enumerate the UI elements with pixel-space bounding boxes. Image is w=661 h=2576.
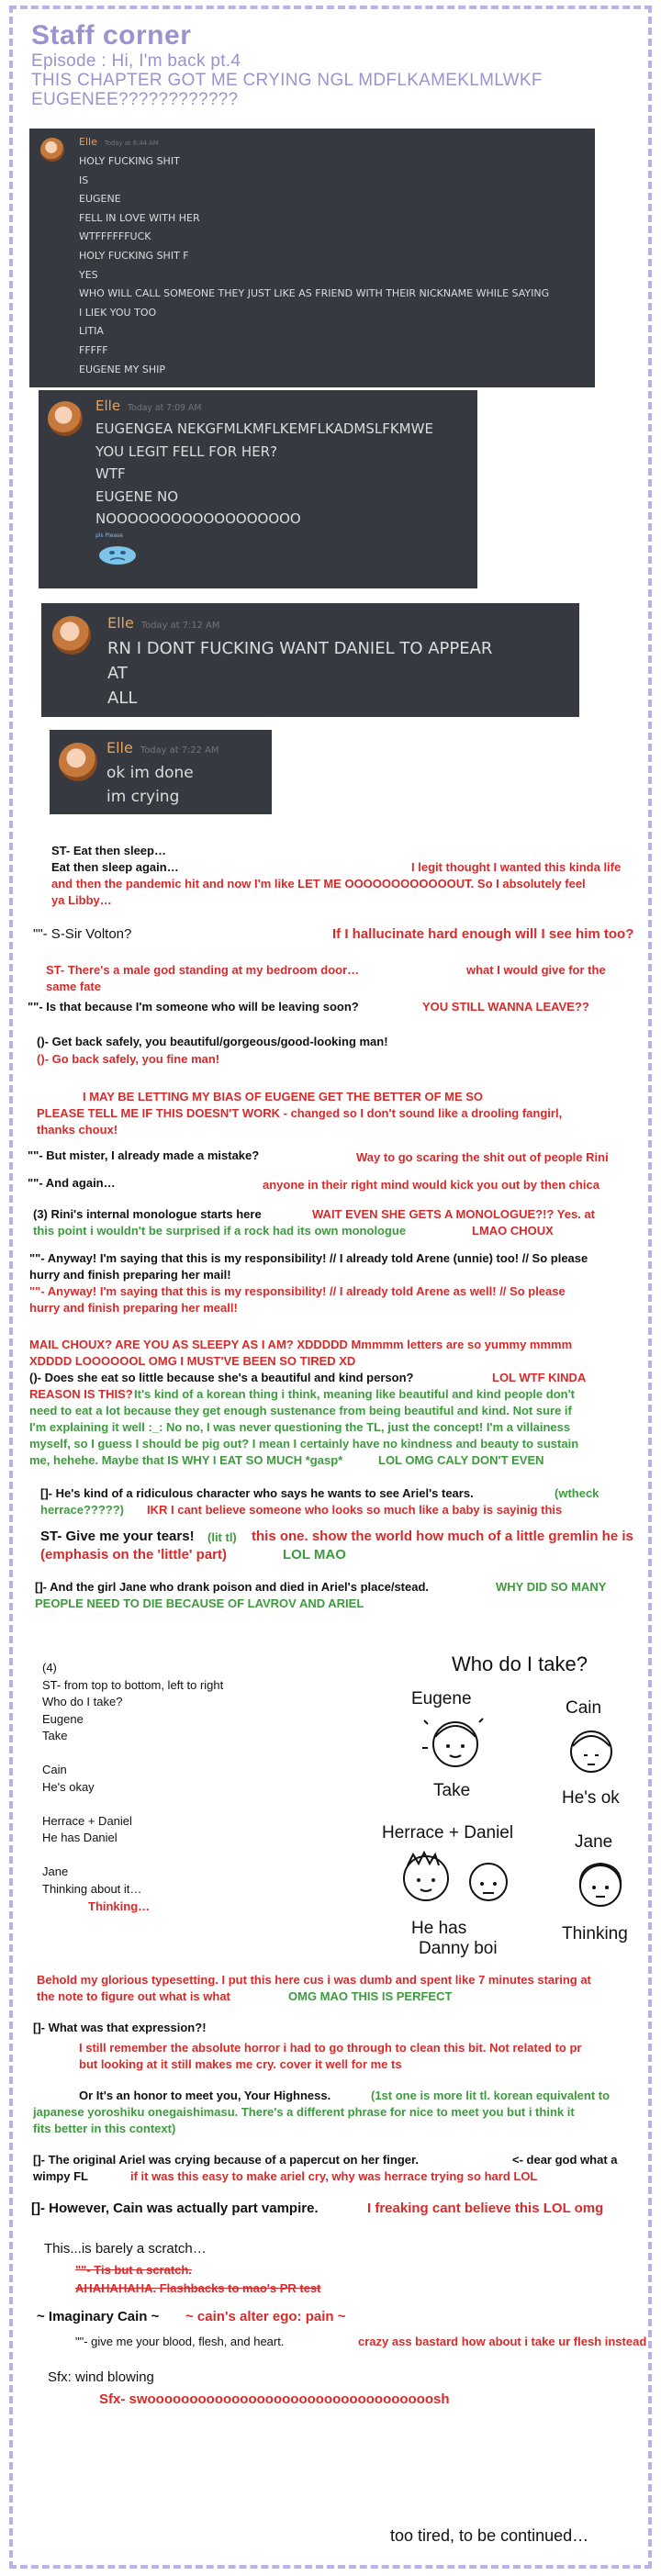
note-comment: thanks choux! [37, 1123, 118, 1137]
message-lines [79, 152, 549, 379]
note-comment: the note to figure out what is what [37, 1989, 230, 2003]
note-text: Herrace + Daniel [42, 1813, 132, 1828]
note-text: ""- But mister, I already made a mistake? [28, 1148, 260, 1162]
username: Elle Today at 6:44 AM [79, 136, 159, 148]
message-line: EUGENE NO [95, 487, 179, 505]
note-comment: MAIL CHOUX? ARE YOU AS SLEEPY AS I AM? XDDDDD Mmmmm letters are so yummy mmmm [29, 1338, 573, 1351]
username: Elle Today at 7:09 AM [95, 398, 202, 414]
sketch-title: Who do I take? [452, 1652, 588, 1675]
message-line: WHO WILL CALL SOMEONE THEY JUST LIKE AS FRIEND WITH THEIR NICKNAME WHILE SAYING [79, 287, 550, 300]
note-comment: I legit thought I wanted this kinda life [411, 860, 622, 874]
note-text: This...is barely a scratch… [44, 2241, 207, 2257]
episode-label: Episode : Hi, I'm back pt.4 [31, 51, 241, 71]
note-text: (3) Rini's internal monologue starts here [33, 1207, 262, 1221]
note-text [42, 1796, 223, 1813]
note-text: ST- from top to bottom, left to right [42, 1677, 224, 1692]
note-comment: ""- Anyway! I'm saying that this is my responsibility! // I already told Arene as well! // So please [29, 1284, 566, 1298]
note-text: ST- Give me your tears! [40, 1529, 195, 1544]
message-line: IS [79, 174, 89, 186]
page-title: Staff corner [31, 20, 192, 50]
timestamp: Today at 7:12 AM [140, 621, 220, 631]
note-text [42, 1847, 223, 1865]
note-text: Take [42, 1729, 68, 1742]
note-text: Thinking about it… [42, 1881, 142, 1896]
message-line: FFFFF [79, 343, 108, 356]
sketch-label: Eugene [411, 1689, 472, 1708]
message-line: RN I DONT FUCKING WANT DANIEL TO APPEAR [107, 639, 493, 658]
note-comment: LMAO CHOUX [472, 1224, 554, 1238]
avatar [52, 616, 91, 655]
message-line: HOLY FUCKING SHIT [79, 155, 180, 167]
note-text: ""- give me your blood, flesh, and heart. [75, 2335, 285, 2348]
note-comment: (emphasis on the 'little' part) [40, 1547, 227, 1562]
note-comment: but looking at it still makes me cry. cover it well for me ts [79, 2057, 402, 2071]
note-comment: LOL OMG CALY DON'T EVEN [378, 1453, 544, 1467]
note-comment: It's kind of a korean thing i think, meaning like beautiful and kind people don't [134, 1387, 575, 1401]
note-text: Who do I take? [42, 1695, 123, 1708]
note-text: []- And the girl Jane who drank poison and died in Ariel's place/stead. [35, 1580, 430, 1594]
message-line: EUGENE [79, 193, 121, 206]
note-comment: japanese yoroshiku onegaishimasu. There's a different phrase for nice to meet you but i think it [33, 2105, 575, 2119]
note-comment: ~ cain's alter ego: pain ~ [185, 2309, 346, 2324]
note-comment: and then the pandemic hit and now I'm like LET ME OOOOOOOOOOOOUT. So I absolutely feel [51, 877, 586, 890]
note-comment: LOL MAO [283, 1547, 346, 1562]
message-line: ALL [107, 689, 138, 708]
cain-doodle-icon [562, 1720, 621, 1779]
herrace-daniel-doodle-icon [389, 1847, 527, 1919]
note-comment: fits better in this context) [33, 2122, 176, 2135]
timestamp: Today at 7:09 AM [128, 403, 202, 413]
header-line-2: EUGENEE???????????? [31, 90, 239, 109]
footer-note: too tired, to be continued… [390, 2526, 589, 2545]
message-line: WTFFFFFFUCK [79, 230, 151, 243]
note-comment: same fate [46, 980, 101, 993]
sketch-label: He has [411, 1919, 467, 1938]
note-comment: OMG MAO THIS IS PERFECT [288, 1989, 453, 2003]
note-comment: AHAHAHAHA. Flashbacks to mao's PR test [75, 2281, 321, 2295]
message-line: AT [107, 664, 128, 683]
svg-text:pls Please: pls Please [95, 532, 123, 539]
note-comment: Sfx- swoooooooooooooooooooooooooooooooooosh [99, 2391, 450, 2407]
note-text: ""- And again… [28, 1176, 116, 1190]
note-text: <- dear god what a [512, 2153, 618, 2167]
chat-screenshot-1 [29, 129, 595, 387]
message-line: YOU LEGIT FELL FOR HER? [95, 442, 278, 460]
eugene-doodle-icon [419, 1711, 492, 1777]
note-text: He has Daniel [42, 1831, 118, 1844]
note-text: []- What was that expression?! [33, 2021, 207, 2034]
jane-doodle-icon [571, 1856, 630, 1915]
note-text: ""- Is that because I'm someone who will be leaving soon? [28, 1000, 359, 1014]
note-text: ~ Imaginary Cain ~ [37, 2309, 160, 2324]
note-text: []- He's kind of a ridiculous character who says he wants to see Ariel's tears. [40, 1486, 474, 1500]
sketch-label: Danny boi [419, 1939, 498, 1958]
message-line: HOLY FUCKING SHIT F [79, 249, 189, 262]
note-text: wimpy FL [33, 2169, 88, 2183]
message-line: NOOOOOOOOOOOOOOOOOO [95, 510, 301, 527]
note-text: Jane [42, 1865, 69, 1878]
note-comment: XDDDD LOOOOOOL OMG I MUST'VE BEEN SO TIRED XD [29, 1354, 356, 1368]
note-text: Sfx: wind blowing [48, 2369, 154, 2385]
note-comment: ST- There's a male god standing at my bedroom door… [46, 963, 360, 977]
note-comment: ya Libby… [51, 893, 112, 907]
timestamp: Today at 6:44 AM [104, 140, 159, 147]
message-line: LITIA [79, 325, 104, 338]
note-text: Or It's an honor to meet you, Your Highness. [79, 2089, 331, 2102]
note-comment: this point i wouldn't be surprised if a rock had its own monologue [33, 1224, 407, 1238]
note-comment: I MAY BE LETTING MY BIAS OF EUGENE GET THE BETTER OF ME SO [83, 1090, 484, 1103]
message-line: ok im done [106, 764, 194, 782]
username: Elle Today at 7:22 AM [106, 739, 219, 756]
note-comment: I'm explaining it well :_: No no, I was never questioning the TL, just the concept! I'm a villainess [29, 1420, 571, 1434]
note-text: (4) [42, 1661, 57, 1674]
message-line: I LIEK YOU TOO [79, 306, 157, 319]
header-line-1: THIS CHAPTER GOT ME CRYING NGL MDFLKAMEKLMLWKF [31, 71, 543, 90]
note-comment: myself, so I guess I should be pig out? I mean I certainly have no kindness and beauty to sustain [29, 1437, 579, 1450]
message-line: FELL IN LOVE WITH HER [79, 211, 200, 224]
sketch-label: He's ok [562, 1788, 620, 1808]
message-line: WTF [95, 465, 126, 482]
note-comment: this one. show the world how much of a little gremlin he is [252, 1529, 633, 1544]
translation-list [42, 1660, 223, 1898]
message-line: EUGENE MY SHIP [79, 363, 165, 375]
note-text: ""- S-Sir Volton? [33, 926, 132, 942]
note-text: Eugene [42, 1711, 84, 1726]
note-comment: ()- Go back safely, you fine man! [37, 1052, 220, 1066]
note-comment: WAIT EVEN SHE GETS A MONOLOGUE?!? Yes. at [312, 1207, 595, 1221]
crying-sticker-icon [94, 530, 143, 566]
note-comment: LOL WTF KINDA [492, 1371, 587, 1384]
note-text: ()- Does she eat so little because she's a beautiful and kind person? [29, 1371, 414, 1384]
note-comment: anyone in their right mind would kick you out by then chica [263, 1178, 599, 1192]
staff-corner-header [31, 20, 543, 109]
note-text: He's okay [42, 1779, 95, 1794]
sketch-label: Take [433, 1781, 471, 1800]
note-text: Eat then sleep again… [51, 860, 179, 874]
note-comment: me, hehehe. Maybe that IS WHY I EAT SO MUCH *gasp* [29, 1453, 343, 1467]
note-comment: what I would give for the [466, 963, 606, 977]
chat-screenshot-3 [41, 603, 579, 717]
chat-screenshot-2 [39, 390, 477, 588]
note-text: ()- Get back safely, you beautiful/gorgeous/good-looking man! [37, 1035, 388, 1048]
note-text: hurry and finish preparing her mail! [29, 1268, 231, 1282]
note-comment: IKR I cant believe someone who looks so much like a baby is sayinig this [147, 1503, 563, 1517]
note-comment: (lit tl) [207, 1530, 237, 1544]
note-comment: need to eat a lot because they get enough sustenance from being beautiful and kind. Not sure if [29, 1404, 572, 1417]
note-comment: PEOPLE NEED TO DIE BECAUSE OF LAVROV AND ARIEL [35, 1596, 364, 1610]
avatar [40, 138, 64, 162]
note-comment: (1st one is more lit tl. korean equivalent to [371, 2089, 611, 2102]
note-text [42, 1745, 223, 1763]
message-line: YES [79, 268, 98, 281]
note-comment: I still remember the absolute horror i had to go through to clean this bit. Not related to pr [79, 2041, 582, 2055]
character-sketch [382, 1652, 641, 1965]
note-text: []- However, Cain was actually part vampire. [31, 2201, 319, 2216]
sketch-label: Herrace + Daniel [382, 1823, 514, 1842]
note-comment: Way to go scaring the shit out of people Rini [356, 1150, 609, 1164]
avatar [48, 401, 83, 436]
message-line: im crying [106, 788, 180, 806]
note-comment: PLEASE TELL ME IF THIS DOESN'T WORK - changed so I don't sound like a drooling fangirl, [37, 1106, 563, 1120]
note-text: ST- Eat then sleep… [51, 844, 166, 857]
note-comment: hurry and finish preparing her meall! [29, 1301, 238, 1315]
note-text: []- The original Ariel was crying because of a papercut on her finger. [33, 2153, 419, 2167]
note-comment: Thinking… [88, 1899, 151, 1913]
note-comment: WHY DID SO MANY [496, 1580, 607, 1594]
sketch-label: Jane [575, 1832, 613, 1852]
message-lines [107, 636, 492, 711]
timestamp: Today at 7:22 AM [140, 745, 219, 756]
avatar [59, 743, 97, 781]
sketch-label: Thinking [562, 1924, 628, 1943]
note-comment: (wtheck [555, 1486, 599, 1500]
note-comment: If I hallucinate hard enough will I see him too? [332, 926, 634, 942]
note-text: ""- Anyway! I'm saying that this is my responsibility! // I already told Arene (unnie) too! // So please [29, 1251, 588, 1265]
note-comment: I freaking cant believe this LOL omg [367, 2201, 604, 2216]
message-lines [95, 418, 433, 531]
username: Elle Today at 7:12 AM [107, 614, 220, 632]
note-comment: crazy ass bastard how about i take ur flesh instead [358, 2335, 647, 2348]
message-lines [106, 761, 194, 809]
message-line: EUGENGEA NEKGFMLKMFLKEMFLKADMSLFKMWE [95, 420, 433, 437]
note-comment: Behold my glorious typesetting. I put this here cus i was dumb and spent like 7 minutes staring at [37, 1973, 591, 1987]
note-comment: herrace?????) [40, 1503, 125, 1517]
note-comment: YOU STILL WANNA LEAVE?? [422, 1000, 589, 1014]
note-comment: if it was this easy to make ariel cry, why was herrace trying so hard LOL [130, 2169, 538, 2183]
sketch-label: Cain [566, 1698, 602, 1718]
note-comment: REASON IS THIS? [29, 1387, 133, 1401]
note-comment: ""- Tis but a scratch. [75, 2263, 192, 2277]
note-text: Cain [42, 1763, 67, 1776]
chat-screenshot-4 [50, 730, 272, 814]
